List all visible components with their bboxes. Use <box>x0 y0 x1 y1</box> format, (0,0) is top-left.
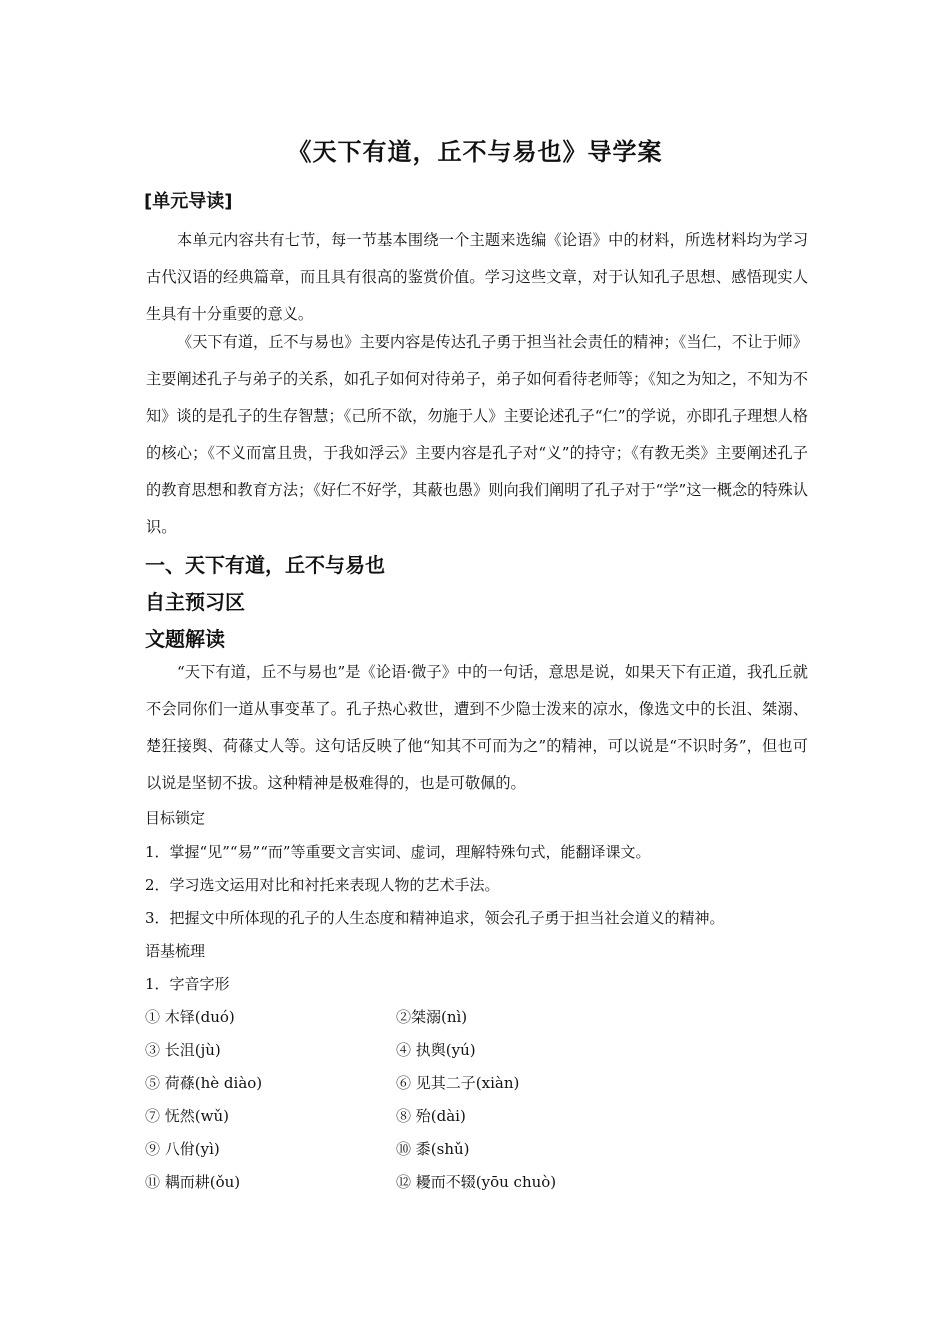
goal-item: 1．掌握“见”“易”“而”等重要文言实词、虚词，理解特殊句式，能翻译课文。 <box>145 843 651 861</box>
phonetic-item: ⑦ 怃然(wǔ) <box>145 1107 229 1125</box>
intro-paragraph-2: 《天下有道，丘不与易也》主要内容是传达孔子勇于担当社会责任的精神；《当仁，不让于师》主要阐述孔子与弟子的关系，如孔子如何对待弟子，弟子如何看待老师等；《知之为知之，不知为不知》谈的是孔子的生存智慧；《己所不欲，勿施于人》主要论述孔子“仁”的学说，亦即孔子理想人格的核心；《不义而富且贵，于我如浮云》主要内容是孔子对“义”的持守；《有教无类》主要阐述孔子的教育思想和教育方法；《好仁不好学，其蔽也愚》则向我们阐明了孔子对于“学”这一概念的特殊认识。 <box>146 333 808 536</box>
phonetic-item: ②桀溺(nì) <box>396 1008 468 1026</box>
page-title: 《天下有道，丘不与易也》导学案 <box>287 138 663 166</box>
phonetic-item: ⑪ 耦而耕(ǒu) <box>145 1173 241 1191</box>
phonetic-item: ⑧ 殆(dài) <box>396 1107 466 1125</box>
goals-label: 目标锁定 <box>145 809 206 827</box>
intro-paragraph-1: 本单元内容共有七节，每一节基本围绕一个主题来选编《论语》中的材料，所选材料均为学习古代汉语的经典篇章，而且具有很高的鉴赏价值。学习这些文章，对于认知孔子思想、感悟现实人生具有十分重要的意义。 <box>146 231 808 323</box>
section-heading: 一、天下有道，丘不与易也 <box>145 553 385 577</box>
phonetics-label: 1．字音字形 <box>145 975 230 993</box>
phonetic-item: ⑫ 耰而不辍(yōu chuò) <box>396 1173 557 1191</box>
interpretation-heading: 文题解读 <box>145 627 225 651</box>
phonetic-item: ⑩ 黍(shǔ) <box>396 1140 470 1158</box>
goal-item: 3．把握文中所体现的孔子的人生态度和精神追求，领会孔子勇于担当社会道义的精神。 <box>145 909 725 927</box>
phonetic-item: ③ 长沮(jù) <box>145 1041 221 1059</box>
phonetic-item: ⑤ 荷蓧(hè diào) <box>145 1074 263 1092</box>
self-study-heading: 自主预习区 <box>145 590 245 614</box>
phonetic-item: ⑥ 见其二子(xiàn) <box>396 1074 520 1092</box>
unit-heading: [单元导读] <box>144 191 233 212</box>
basics-label: 语基梳理 <box>145 942 206 960</box>
interpretation-paragraph: “天下有道，丘不与易也”是《论语·微子》中的一句话，意思是说，如果天下有正道，我孔丘就不会同你们一道从事变革了。孔子热心救世，遭到不少隐士泼来的凉水，像选文中的长沮、桀溺、楚狂接舆、荷蓧丈人等。这句话反映了他“知其不可而为之”的精神，可以说是“不识时务”，但也可以说是坚韧不拔。这种精神是极难得的，也是可敬佩的。 <box>146 663 808 792</box>
phonetic-item: ① 木铎(duó) <box>145 1008 235 1026</box>
phonetic-item: ⑨ 八佾(yì) <box>145 1140 220 1158</box>
phonetic-item: ④ 执舆(yú) <box>396 1041 476 1059</box>
goal-item: 2．学习选文运用对比和衬托来表现人物的艺术手法。 <box>145 876 500 894</box>
